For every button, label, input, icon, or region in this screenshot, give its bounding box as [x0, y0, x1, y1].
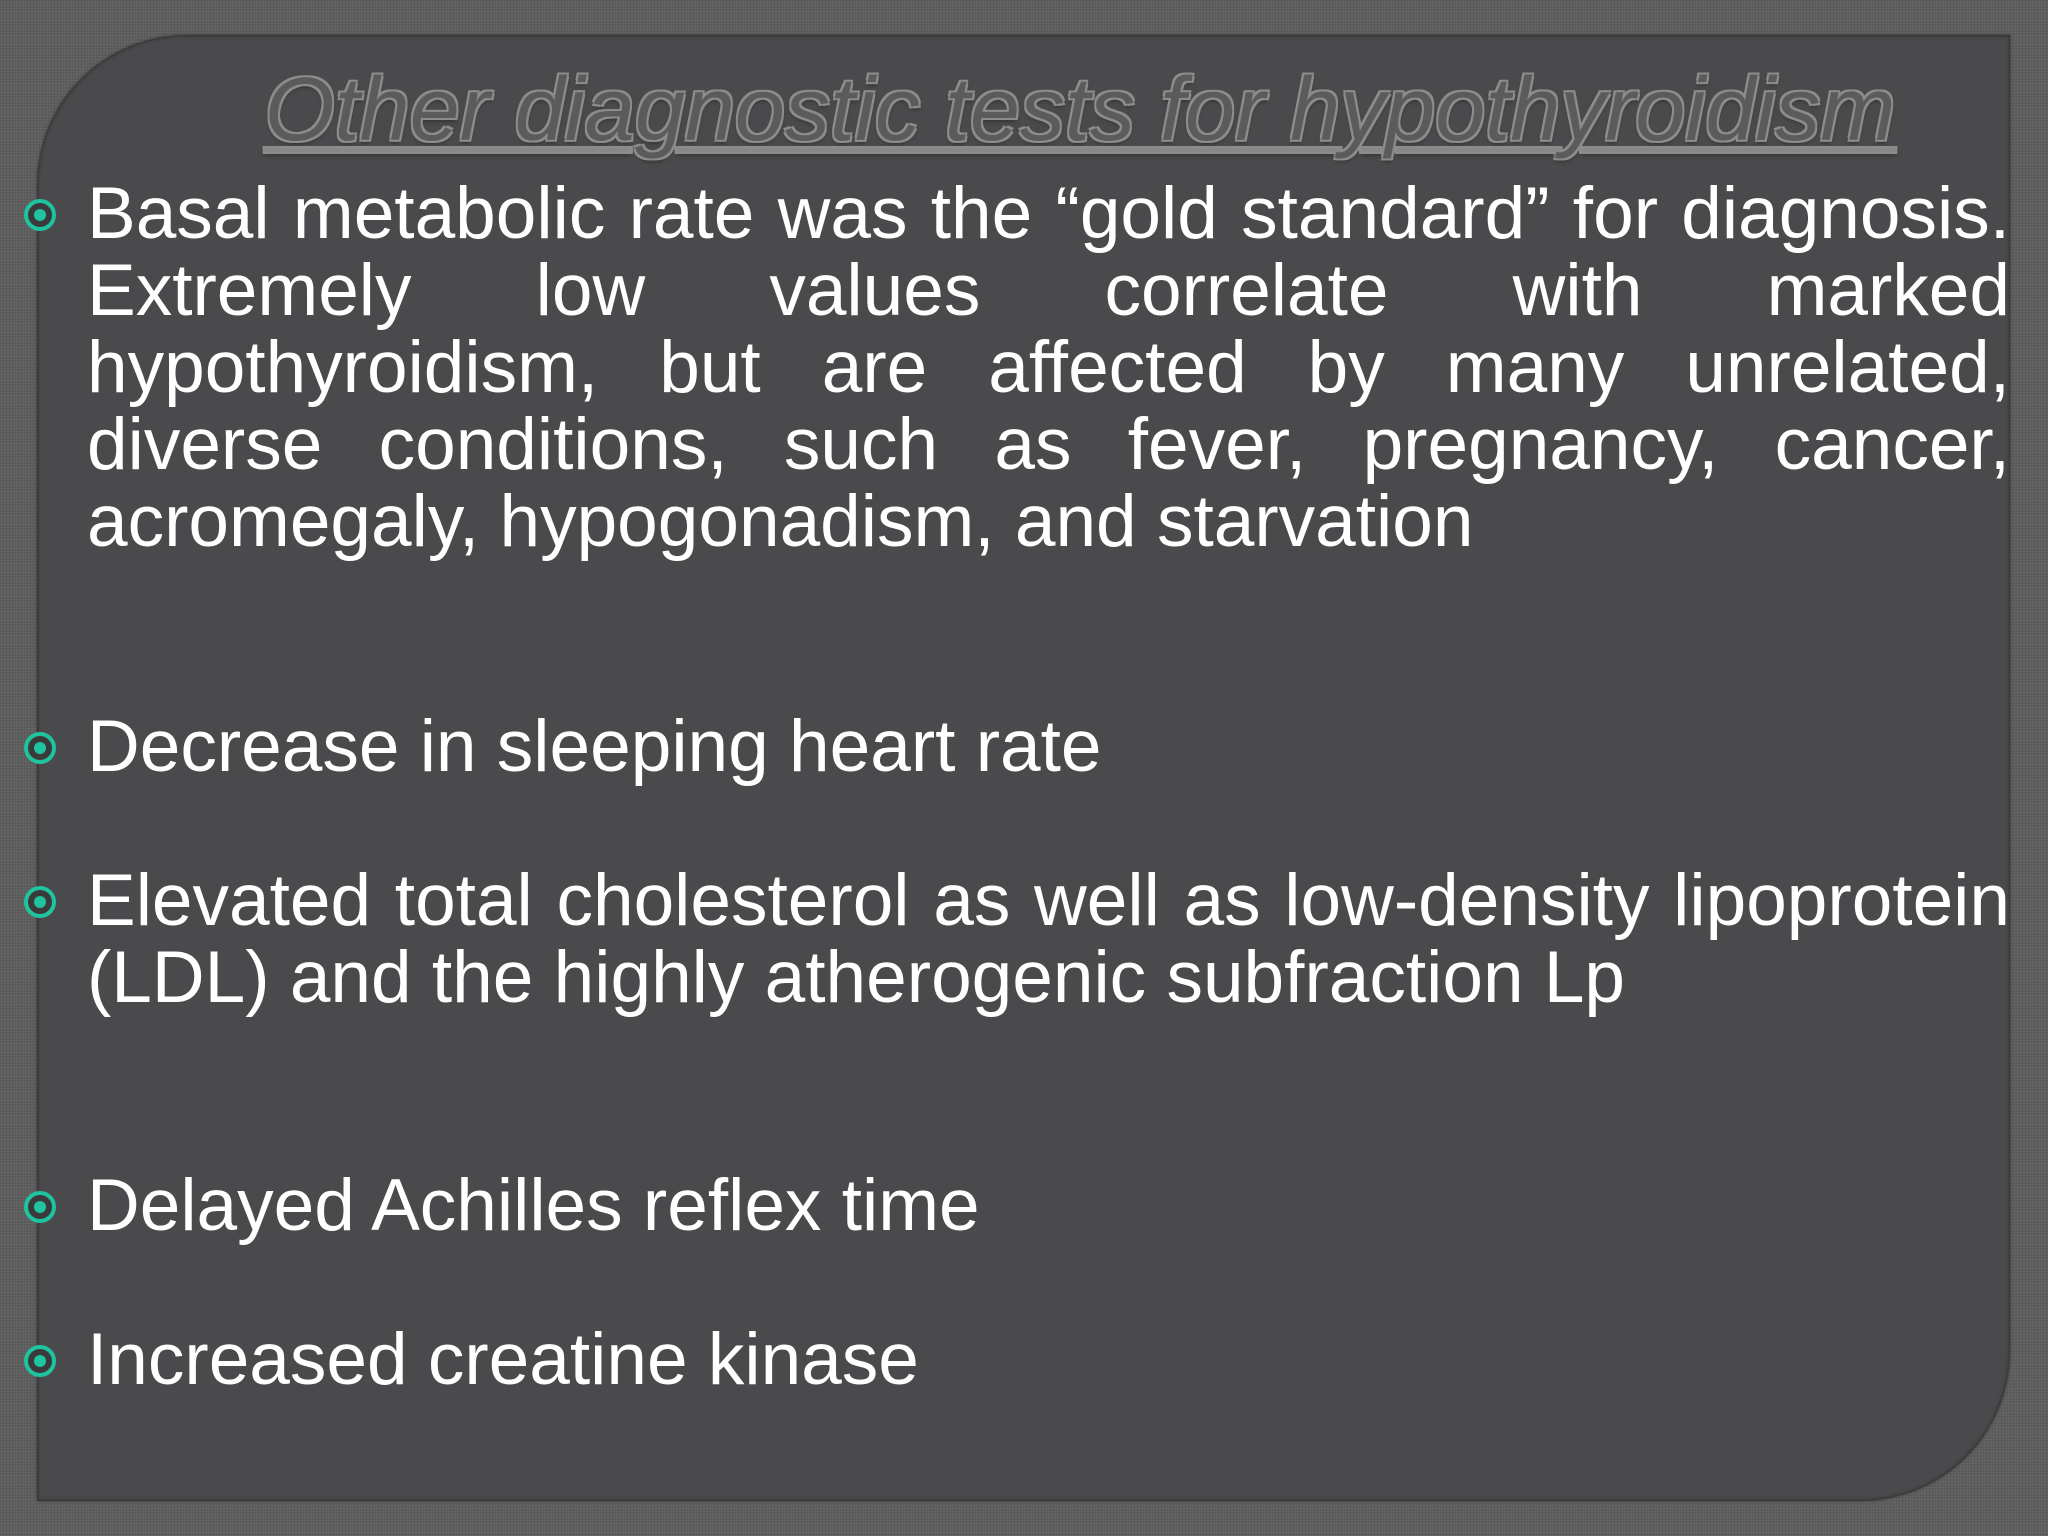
- target-bullet-icon: [24, 199, 56, 231]
- bullet-text: Delayed Achilles reflex time: [87, 1165, 980, 1246]
- target-bullet-icon: [24, 732, 56, 764]
- bullet-text: Elevated total cholesterol as well as low-density lipoprotein (LDL) and the highly atherogenic subfraction Lp: [87, 860, 2010, 1018]
- target-bullet-icon: [24, 1191, 56, 1223]
- bullet-text: Basal metabolic rate was the “gold standard” for diagnosis. Extremely low values correlate with marked hypothyroidism, but are affected by many unrelated, diverse conditions, such as fever, pregnancy, cancer, acromegaly, hypogonadism, and starvation: [87, 173, 2010, 562]
- slide-title: Other diagnostic tests for hypothyroidism: [264, 60, 1896, 160]
- target-bullet-icon: [24, 886, 56, 918]
- bullet-text: Decrease in sleeping heart rate: [87, 706, 1102, 787]
- target-bullet-icon: [24, 1345, 56, 1377]
- bullet-text: Increased creatine kinase: [87, 1319, 919, 1400]
